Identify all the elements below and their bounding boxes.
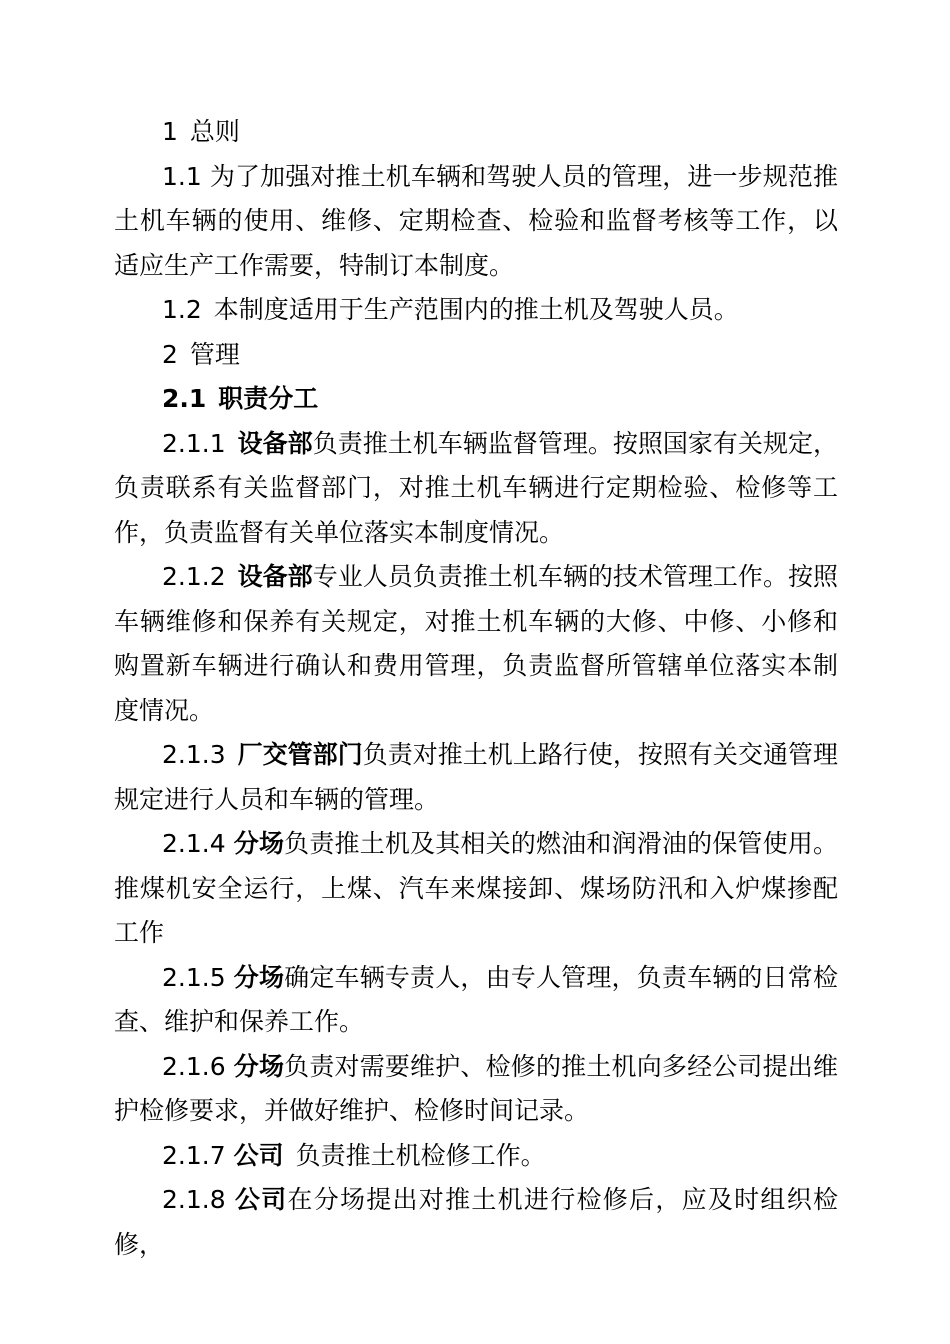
clause-text: 本制度适用于生产范围内的推土机及驾驶人员。 — [213, 295, 739, 324]
clause-number: 1.2 — [162, 295, 202, 324]
clause-text: 负责推土机及其相关的燃油和润滑油的保管使用。推煤机安全运行，上煤、汽车来煤接卸、煤场防汛和入炉煤掺配工作 — [114, 829, 838, 947]
clause-text: 负责对需要维护、检修的推土机向多经公司提出维护检修要求，并做好维护、检修时间记录。 — [114, 1051, 838, 1125]
paragraph-2-1-7 — [114, 1134, 838, 1179]
section-title: 总则 — [189, 117, 240, 146]
department-name: 设备部 — [237, 562, 313, 591]
clause-text: 负责对推土机上路行使，按照有关交通管理规定进行人员和车辆的管理。 — [114, 740, 838, 814]
department-name: 分场 — [233, 962, 285, 992]
clause-number: 2.1.6 — [162, 1051, 226, 1081]
clause-number: 2.1.4 — [162, 829, 226, 858]
section-title: 职责分工 — [218, 384, 319, 413]
paragraph-2-1-2 — [114, 555, 838, 733]
paragraph-1-2 — [114, 288, 838, 333]
clause-text: 专业人员负责推土机车辆的技术管理工作。按照车辆维修和保养有关规定，对推土机车辆的大修、中修、小修和购置新车辆进行确认和费用管理，负责监督所管辖单位落实本制度情况。 — [114, 562, 838, 725]
department-name: 分场 — [233, 1051, 285, 1081]
department-name: 公司 — [233, 1140, 284, 1170]
paragraph-1-1 — [114, 155, 838, 289]
clause-number: 2.1.8 — [162, 1185, 226, 1214]
clause-number: 1.1 — [162, 161, 202, 191]
paragraph-2-1-4 — [114, 822, 838, 956]
clause-number: 2.1.5 — [162, 962, 226, 992]
section-1-heading — [114, 110, 838, 155]
clause-text: 负责推土机车辆监督管理。按照国家有关规定，负责联系有关监督部门，对推土机车辆进行定期检验、检修等工作，负责监督有关单位落实本制度情况。 — [114, 428, 838, 547]
paragraph-2-1-1 — [114, 422, 838, 556]
section-title: 管理 — [189, 339, 240, 369]
clause-number: 2.1.2 — [162, 562, 226, 591]
department-name: 分场 — [233, 829, 285, 858]
clause-number: 2.1.1 — [162, 428, 226, 458]
section-number: 2.1 — [162, 384, 207, 413]
section-number: 2 — [162, 339, 178, 369]
clause-text: 为了加强对推土机车辆和驾驶人员的管理，进一步规范推土机车辆的使用、维修、定期检查、检验和监督考核等工作，以适应生产工作需要，特制订本制度。 — [114, 161, 838, 280]
department-name: 厂交管部门 — [237, 740, 363, 769]
department-name: 设备部 — [237, 428, 313, 458]
clause-text: 在分场提出对推土机进行检修后，应及时组织检修， — [114, 1185, 838, 1259]
section-2-1-heading — [114, 377, 838, 422]
clause-number: 2.1.7 — [162, 1140, 226, 1170]
paragraph-2-1-8 — [114, 1178, 838, 1267]
paragraph-2-1-6 — [114, 1045, 838, 1134]
paragraph-2-1-5 — [114, 956, 838, 1045]
clause-text: 确定车辆专责人，由专人管理，负责车辆的日常检查、维护和保养工作。 — [114, 962, 838, 1036]
section-2-heading — [114, 333, 838, 378]
clause-text: 负责推土机检修工作。 — [295, 1140, 546, 1170]
clause-number: 2.1.3 — [162, 740, 226, 769]
section-number: 1 — [162, 117, 178, 146]
paragraph-2-1-3 — [114, 733, 838, 822]
document-body — [114, 110, 838, 1267]
department-name: 公司 — [234, 1185, 288, 1214]
